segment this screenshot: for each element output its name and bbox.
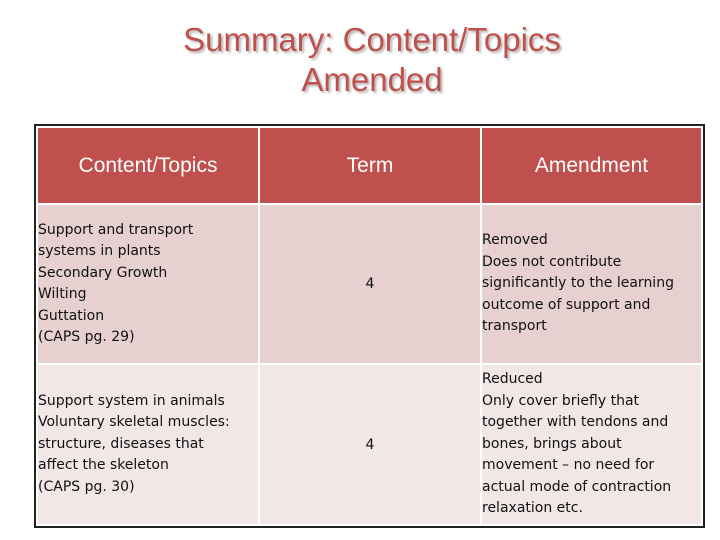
term-cell: 4	[259, 204, 481, 364]
topic-line: (CAPS pg. 29)	[38, 329, 135, 345]
topic-cell	[37, 204, 259, 364]
topic-line: systems in plants	[38, 243, 161, 259]
term-cell: 4	[259, 364, 481, 525]
amendment-line: actual mode of contraction	[482, 478, 672, 495]
header-amendment: Amendment	[481, 127, 702, 204]
amendment-line: together with tendons and	[482, 414, 669, 431]
amendment-line: outcome of support and	[482, 296, 651, 313]
amendment-line: significantly to the learning	[482, 275, 674, 292]
amendment-cell	[481, 204, 702, 364]
topic-line: Wilting	[38, 286, 87, 302]
amendment-line: relaxation etc.	[482, 500, 583, 517]
topic-cell	[37, 364, 259, 525]
table-row	[37, 364, 702, 525]
amendment-cell	[481, 364, 702, 525]
topic-line: Guttation	[38, 307, 105, 324]
header-term: Term	[259, 127, 481, 204]
amendment-line: Only cover briefly that	[482, 392, 640, 409]
slide-title	[0, 20, 720, 100]
amendment-line: bones, brings about	[482, 435, 622, 452]
slide-title-line-2: Amended	[301, 61, 443, 98]
table-header-row	[37, 127, 702, 204]
header-content-topics: Content/Topics	[37, 127, 259, 204]
topic-line: structure, diseases that	[38, 435, 204, 452]
topic-line: (CAPS pg. 30)	[38, 478, 135, 495]
topic-line: Secondary Growth	[38, 264, 168, 281]
topic-line: Voluntary skeletal muscles:	[38, 414, 230, 431]
topic-line: affect the skeleton	[38, 457, 169, 474]
amendment-line: movement – no need for	[482, 457, 655, 474]
amendment-line: Removed	[482, 232, 548, 249]
slide-title-line-1: Summary: Content/Topics	[183, 21, 561, 58]
topic-line: Support and transport	[38, 221, 194, 238]
amendment-line: transport	[482, 318, 547, 335]
amendment-line: Does not contribute	[482, 253, 622, 270]
table-row	[37, 204, 702, 364]
topic-line: Support system in animals	[38, 392, 225, 409]
amendments-table	[36, 126, 703, 526]
amendment-line: Reduced	[482, 371, 543, 388]
